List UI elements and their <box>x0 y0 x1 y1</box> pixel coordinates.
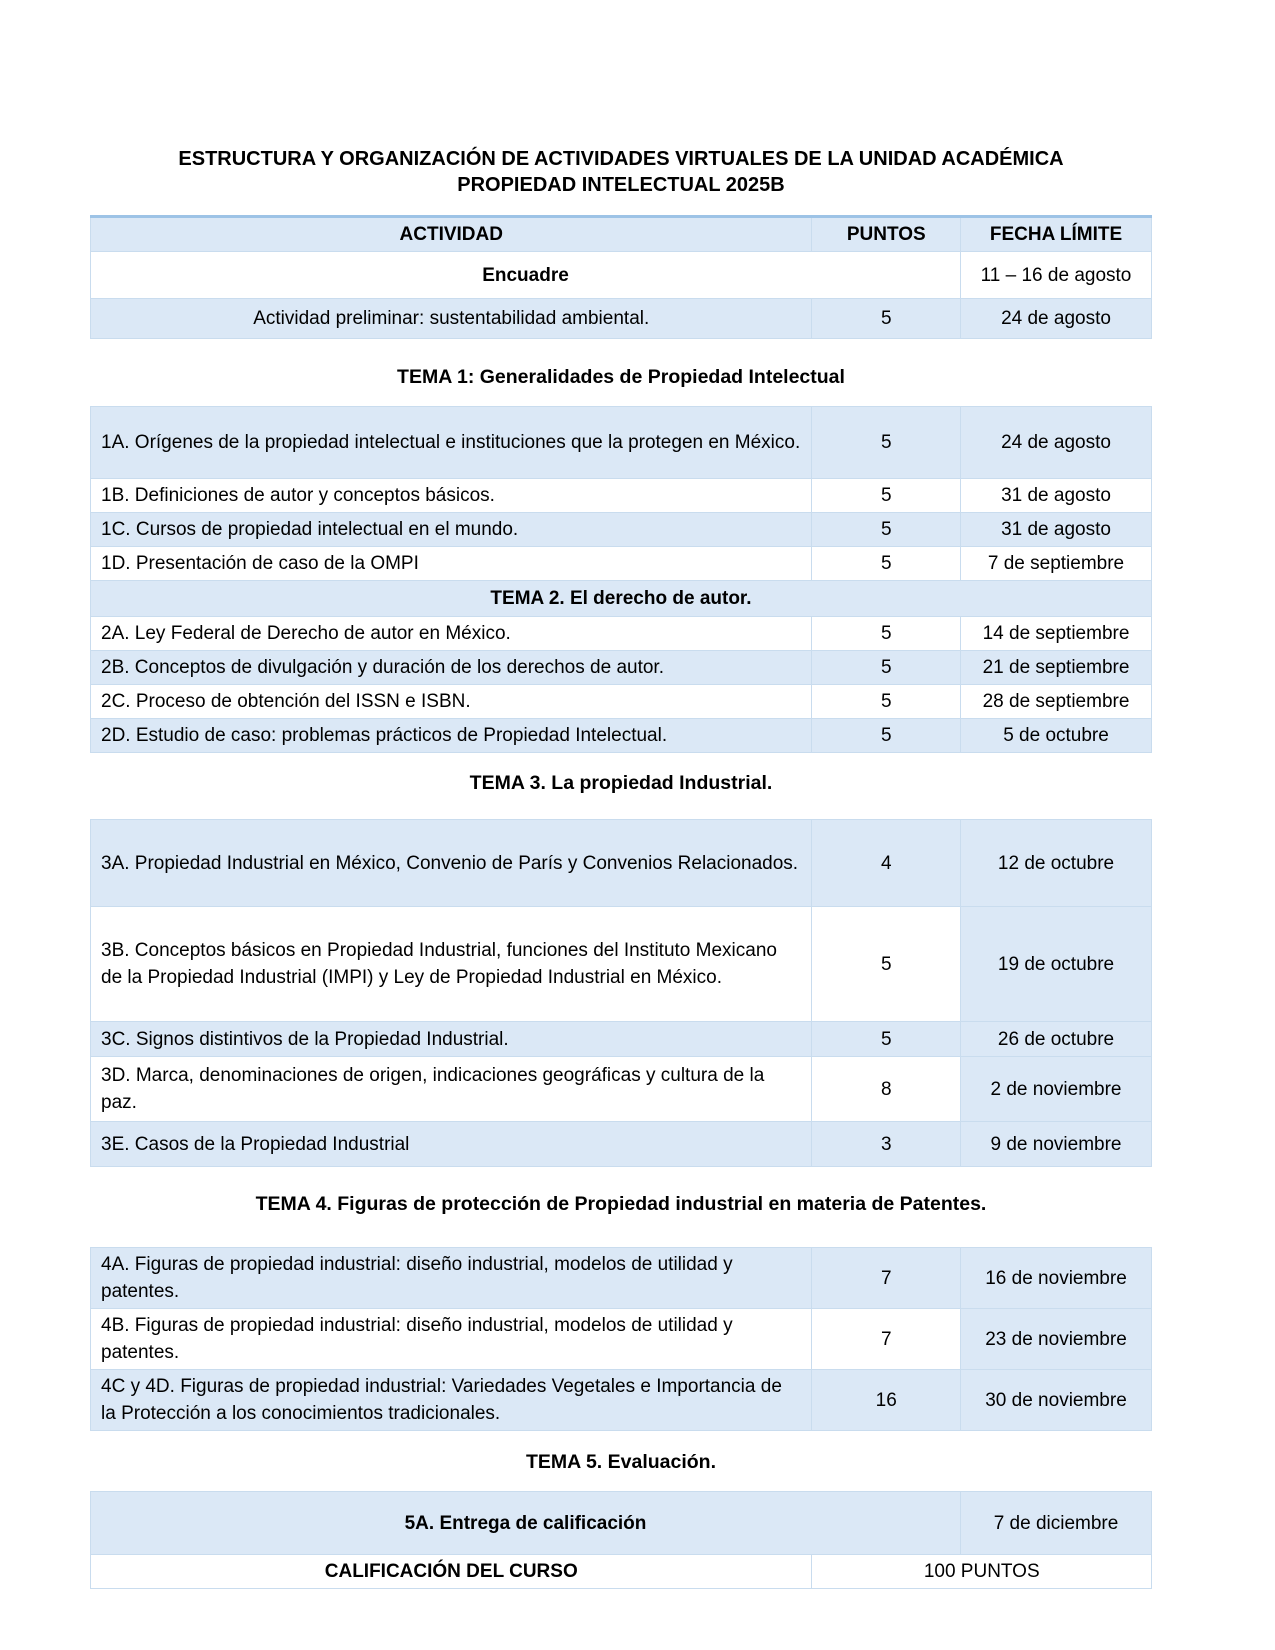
document-page <box>90 0 1152 1589</box>
table-row <box>91 547 1152 581</box>
deadline-cell: 7 de septiembre <box>961 547 1152 581</box>
table-row <box>91 1309 1152 1370</box>
activity-cell: 3E. Casos de la Propiedad Industrial <box>91 1122 812 1167</box>
table-row <box>91 1370 1152 1431</box>
table-row <box>91 1122 1152 1167</box>
course-grade-total: 100 PUNTOS <box>812 1555 1152 1589</box>
tema5-heading: TEMA 5. Evaluación. <box>526 1451 716 1473</box>
points-cell: 5 <box>812 617 961 651</box>
document-title-line2: PROPIEDAD INTELECTUAL 2025B <box>457 174 785 196</box>
points-cell: 5 <box>812 719 961 753</box>
deadline-cell: 11 – 16 de agosto <box>961 252 1152 299</box>
course-grade-label: CALIFICACIÓN DEL CURSO <box>91 1555 812 1589</box>
table-row <box>91 820 1152 907</box>
activity-cell: 4B. Figuras de propiedad industrial: diseño industrial, modelos de utilidad y patentes. <box>91 1309 812 1370</box>
tema1-heading: TEMA 1: Generalidades de Propiedad Intelectual <box>397 366 845 388</box>
table-row <box>91 252 1152 299</box>
activity-cell: 1B. Definiciones de autor y conceptos básicos. <box>91 479 812 513</box>
points-cell: 7 <box>812 1248 961 1309</box>
deadline-cell: 30 de noviembre <box>961 1370 1152 1431</box>
deadline-cell: 7 de diciembre <box>961 1492 1152 1555</box>
points-cell: 16 <box>812 1370 961 1431</box>
deadline-cell: 16 de noviembre <box>961 1248 1152 1309</box>
tema5-table <box>90 1491 1152 1589</box>
tema2-banner: TEMA 2. El derecho de autor. <box>91 581 1152 617</box>
activity-cell: 4C y 4D. Figuras de propiedad industrial: Variedades Vegetales e Importancia de la Protección a los conocimientos tradicionales. <box>91 1370 812 1431</box>
table-row <box>91 719 1152 753</box>
tema2-banner-row <box>91 581 1152 617</box>
points-cell: 5 <box>812 513 961 547</box>
activity-cell: 5A. Entrega de calificación <box>91 1492 961 1555</box>
table-header-row <box>91 217 1152 252</box>
table-row <box>91 1022 1152 1057</box>
deadline-cell: 23 de noviembre <box>961 1309 1152 1370</box>
deadline-cell: 24 de agosto <box>961 407 1152 479</box>
deadline-cell: 31 de agosto <box>961 513 1152 547</box>
deadline-cell: 2 de noviembre <box>961 1057 1152 1122</box>
points-cell: 5 <box>812 907 961 1022</box>
points-cell: 5 <box>812 651 961 685</box>
activity-cell: 1A. Orígenes de la propiedad intelectual e instituciones que la protegen en México. <box>91 407 812 479</box>
points-cell: 5 <box>812 407 961 479</box>
document-title-line1: ESTRUCTURA Y ORGANIZACIÓN DE ACTIVIDADES VIRTUALES DE LA UNIDAD ACADÉMICA <box>178 148 1064 170</box>
points-cell: 4 <box>812 820 961 907</box>
activity-cell: 1C. Cursos de propiedad intelectual en el mundo. <box>91 513 812 547</box>
table-row <box>91 1057 1152 1122</box>
points-cell: 5 <box>812 299 961 339</box>
activity-cell: 3C. Signos distintivos de la Propiedad Industrial. <box>91 1022 812 1057</box>
table-row <box>91 907 1152 1022</box>
tema3-heading: TEMA 3. La propiedad Industrial. <box>469 772 773 794</box>
table-row <box>91 617 1152 651</box>
activity-cell: 2B. Conceptos de divulgación y duración de los derechos de autor. <box>91 651 812 685</box>
tema1-2-table <box>90 406 1152 753</box>
deadline-cell: 5 de octubre <box>961 719 1152 753</box>
deadline-cell: 12 de octubre <box>961 820 1152 907</box>
column-header-fecha: FECHA LÍMITE <box>961 217 1152 252</box>
deadline-cell: 14 de septiembre <box>961 617 1152 651</box>
table-row <box>91 1492 1152 1555</box>
deadline-cell: 24 de agosto <box>961 299 1152 339</box>
tema3-table <box>90 819 1152 1167</box>
deadline-cell: 26 de octubre <box>961 1022 1152 1057</box>
activity-cell: 4A. Figuras de propiedad industrial: diseño industrial, modelos de utilidad y patentes. <box>91 1248 812 1309</box>
points-cell: 5 <box>812 685 961 719</box>
activity-cell: Actividad preliminar: sustentabilidad ambiental. <box>91 299 812 339</box>
table-row <box>91 479 1152 513</box>
deadline-cell: 31 de agosto <box>961 479 1152 513</box>
points-cell: 3 <box>812 1122 961 1167</box>
table-row <box>91 1248 1152 1309</box>
course-grade-row <box>91 1555 1152 1589</box>
points-cell: 7 <box>812 1309 961 1370</box>
activity-cell: 3B. Conceptos básicos en Propiedad Industrial, funciones del Instituto Mexicano de la Propiedad Industrial (IMPI) y Ley de Propiedad Industrial en México. <box>91 907 812 1022</box>
activity-cell: Encuadre <box>91 252 961 299</box>
points-cell: 8 <box>812 1057 961 1122</box>
tema4-heading: TEMA 4. Figuras de protección de Propiedad industrial en materia de Patentes. <box>255 1193 987 1215</box>
activity-cell: 3A. Propiedad Industrial en México, Convenio de París y Convenios Relacionados. <box>91 820 812 907</box>
activity-cell: 2C. Proceso de obtención del ISSN e ISBN. <box>91 685 812 719</box>
activity-cell: 3D. Marca, denominaciones de origen, indicaciones geográficas y cultura de la paz. <box>91 1057 812 1122</box>
deadline-cell: 19 de octubre <box>961 907 1152 1022</box>
intro-table <box>90 215 1152 339</box>
table-row <box>91 299 1152 339</box>
table-row <box>91 407 1152 479</box>
table-row <box>91 513 1152 547</box>
points-cell: 5 <box>812 1022 961 1057</box>
column-header-puntos: PUNTOS <box>812 217 961 252</box>
points-cell: 5 <box>812 547 961 581</box>
deadline-cell: 9 de noviembre <box>961 1122 1152 1167</box>
activity-cell: 1D. Presentación de caso de la OMPI <box>91 547 812 581</box>
column-header-actividad: ACTIVIDAD <box>91 217 812 252</box>
deadline-cell: 28 de septiembre <box>961 685 1152 719</box>
deadline-cell: 21 de septiembre <box>961 651 1152 685</box>
table-row <box>91 651 1152 685</box>
tema4-table <box>90 1247 1152 1431</box>
points-cell: 5 <box>812 479 961 513</box>
table-row <box>91 685 1152 719</box>
document-title <box>90 146 1152 198</box>
activity-cell: 2A. Ley Federal de Derecho de autor en México. <box>91 617 812 651</box>
activity-cell: 2D. Estudio de caso: problemas prácticos de Propiedad Intelectual. <box>91 719 812 753</box>
